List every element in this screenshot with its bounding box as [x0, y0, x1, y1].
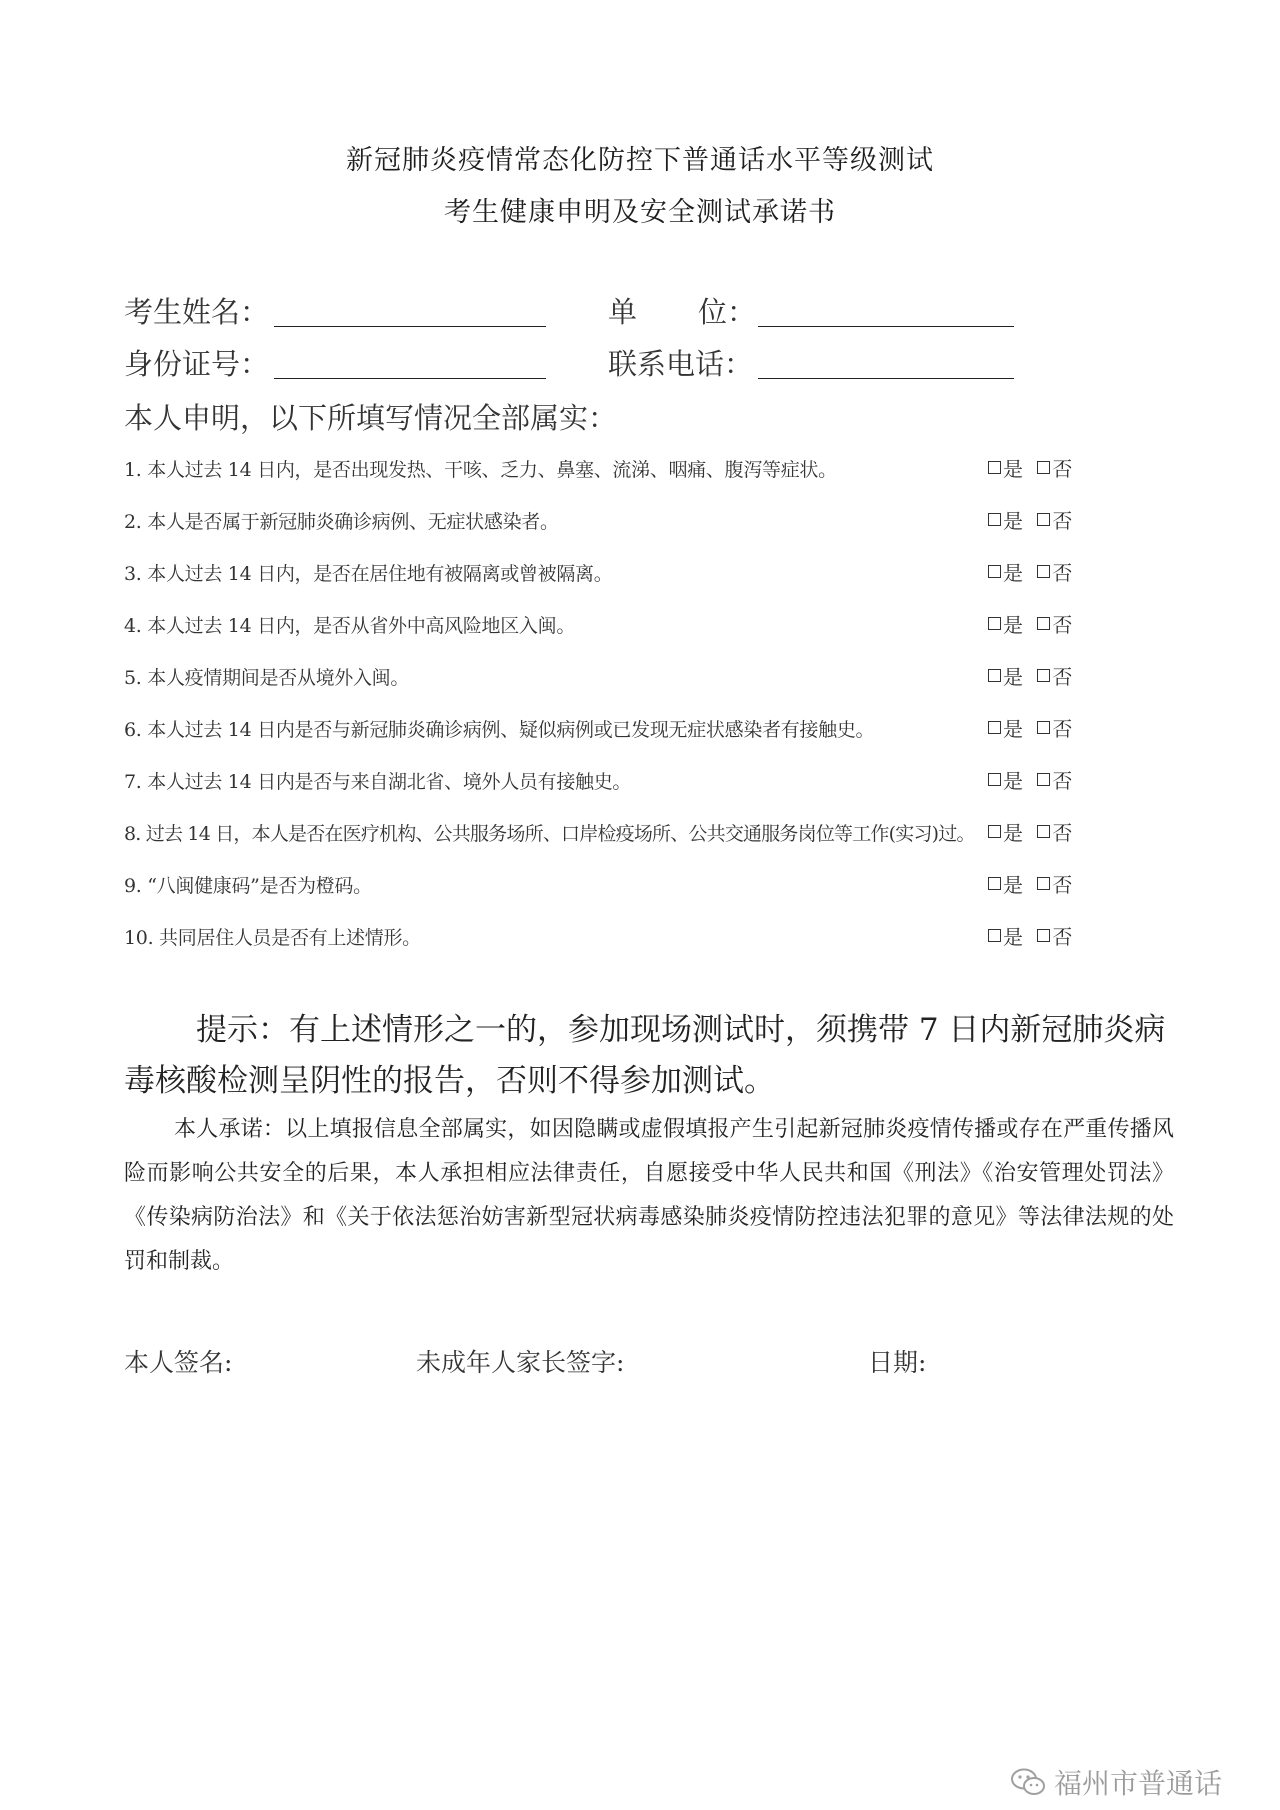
- checkbox-icon: [1037, 773, 1050, 786]
- no-option[interactable]: 否: [1037, 869, 1072, 898]
- question-options: [988, 609, 1080, 638]
- yes-option[interactable]: 是: [988, 713, 1023, 742]
- checkbox-icon: [1037, 565, 1050, 578]
- question-options: [988, 557, 1080, 586]
- yes-option[interactable]: 是: [988, 869, 1023, 898]
- field-row-id-phone: [124, 342, 1024, 382]
- no-option[interactable]: 否: [1037, 453, 1072, 482]
- field-row-name-unit: [124, 290, 1024, 330]
- yes-option[interactable]: 是: [988, 453, 1023, 482]
- tip-paragraph: 提示：有上述情形之一的，参加现场测试时，须携带 7 日内新冠肺炎病毒核酸检测呈阴性的报告，否则不得参加测试。: [124, 1012, 1166, 1099]
- checkbox-icon: [988, 877, 1001, 890]
- question-text: 4. 本人过去 14 日内，是否从省外中高风险地区入闽。: [124, 615, 576, 637]
- yes-option[interactable]: 是: [988, 557, 1023, 586]
- question-options: [988, 921, 1080, 950]
- question-list: [124, 451, 1084, 971]
- yes-option[interactable]: 是: [988, 661, 1023, 690]
- yes-option[interactable]: 是: [988, 505, 1023, 534]
- unit-label-b: 位：: [698, 295, 757, 329]
- self-signature-label: 本人签名:: [124, 1348, 233, 1377]
- checkbox-icon: [1037, 461, 1050, 474]
- checkbox-icon: [1037, 929, 1050, 942]
- checkbox-icon: [988, 825, 1001, 838]
- pledge-paragraph: 本人承诺：以上填报信息全部属实，如因隐瞒或虚假填报产生引起新冠肺炎疫情传播或存在严重传播风险而影响公共安全的后果，本人承担相应法律责任，自愿接受中华人民共和国《刑法》《治安管理处罚法》《传染病防治法》和《关于依法惩治妨害新型冠状病毒感染肺炎疫情防控违法犯罪的意见》等法律法规的处罚和制裁。: [124, 1117, 1174, 1274]
- no-option[interactable]: 否: [1037, 765, 1072, 794]
- question-text: 3. 本人过去 14 日内，是否在居住地有被隔离或曾被隔离。: [124, 563, 613, 585]
- question-text: 7. 本人过去 14 日内是否与来自湖北省、境外人员有接触史。: [124, 771, 632, 793]
- checkbox-icon: [988, 773, 1001, 786]
- checkbox-icon: [988, 513, 1001, 526]
- declaration-intro: 本人申明，以下所填写情况全部属实：: [124, 401, 618, 435]
- phone-label: 联系电话：: [608, 347, 754, 381]
- document-title-line2: 考生健康申明及安全测试承诺书: [444, 197, 836, 228]
- checkbox-icon: [1037, 721, 1050, 734]
- question-text: 5. 本人疫情期间是否从境外入闽。: [124, 667, 410, 689]
- unit-label-a: 单: [608, 295, 638, 329]
- unit-field[interactable]: [758, 326, 1014, 327]
- checkbox-icon: [1037, 617, 1050, 630]
- guardian-signature-label: 未成年人家长签字:: [416, 1348, 625, 1377]
- question-options: [988, 765, 1080, 794]
- yes-option[interactable]: 是: [988, 817, 1023, 846]
- no-option[interactable]: 否: [1037, 713, 1072, 742]
- checkbox-icon: [988, 461, 1001, 474]
- name-field[interactable]: [274, 326, 546, 327]
- no-option[interactable]: 否: [1037, 661, 1072, 690]
- checkbox-icon: [988, 565, 1001, 578]
- watermark: [1010, 1762, 1222, 1802]
- question-options: [988, 869, 1080, 898]
- question-item: [124, 451, 1084, 503]
- checkbox-icon: [1037, 669, 1050, 682]
- no-option[interactable]: 否: [1037, 609, 1072, 638]
- question-item: [124, 659, 1084, 711]
- id-number-field[interactable]: [274, 378, 546, 379]
- yes-option[interactable]: 是: [988, 609, 1023, 638]
- phone-field[interactable]: [758, 378, 1014, 379]
- checkbox-icon: [1037, 513, 1050, 526]
- name-label: 考生姓名：: [124, 295, 270, 329]
- watermark-text: 福州市普通话: [1054, 1767, 1223, 1800]
- id-label: 身份证号：: [124, 347, 270, 381]
- checkbox-icon: [1037, 877, 1050, 890]
- wechat-icon: [1010, 1767, 1046, 1797]
- question-text: 6. 本人过去 14 日内是否与新冠肺炎确诊病例、疑似病例或已发现无症状感染者有接触史。: [124, 719, 875, 741]
- no-option[interactable]: 否: [1037, 817, 1072, 846]
- no-option[interactable]: 否: [1037, 921, 1072, 950]
- yes-option[interactable]: 是: [988, 921, 1023, 950]
- question-item: [124, 867, 1084, 919]
- checkbox-icon: [988, 617, 1001, 630]
- question-item: [124, 503, 1084, 555]
- checkbox-icon: [988, 929, 1001, 942]
- question-text: 10. 共同居住人员是否有上述情形。: [124, 927, 421, 949]
- question-text: 8. 过去 14 日，本人是否在医疗机构、公共服务场所、口岸检疫场所、公共交通服务岗位等工作(实习)过。: [124, 823, 975, 845]
- yes-option[interactable]: 是: [988, 765, 1023, 794]
- question-item: [124, 919, 1084, 971]
- question-options: [988, 817, 1080, 846]
- checkbox-icon: [988, 721, 1001, 734]
- checkbox-icon: [1037, 825, 1050, 838]
- question-item: [124, 607, 1084, 659]
- question-text: 2. 本人是否属于新冠肺炎确诊病例、无症状感染者。: [124, 511, 559, 533]
- question-text: 9. “八闽健康码”是否为橙码。: [124, 875, 372, 897]
- question-options: [988, 713, 1080, 742]
- question-text: 1. 本人过去 14 日内，是否出现发热、干咳、乏力、鼻塞、流涕、咽痛、腹泻等症状。: [124, 459, 837, 481]
- no-option[interactable]: 否: [1037, 505, 1072, 534]
- checkbox-icon: [988, 669, 1001, 682]
- question-options: [988, 661, 1080, 690]
- question-item: [124, 763, 1084, 815]
- no-option[interactable]: 否: [1037, 557, 1072, 586]
- date-label: 日期:: [868, 1348, 927, 1377]
- question-options: [988, 453, 1080, 482]
- document-title-line1: 新冠肺炎疫情常态化防控下普通话水平等级测试: [346, 145, 934, 176]
- question-item: [124, 711, 1084, 763]
- question-options: [988, 505, 1080, 534]
- question-item: [124, 815, 1084, 867]
- question-item: [124, 555, 1084, 607]
